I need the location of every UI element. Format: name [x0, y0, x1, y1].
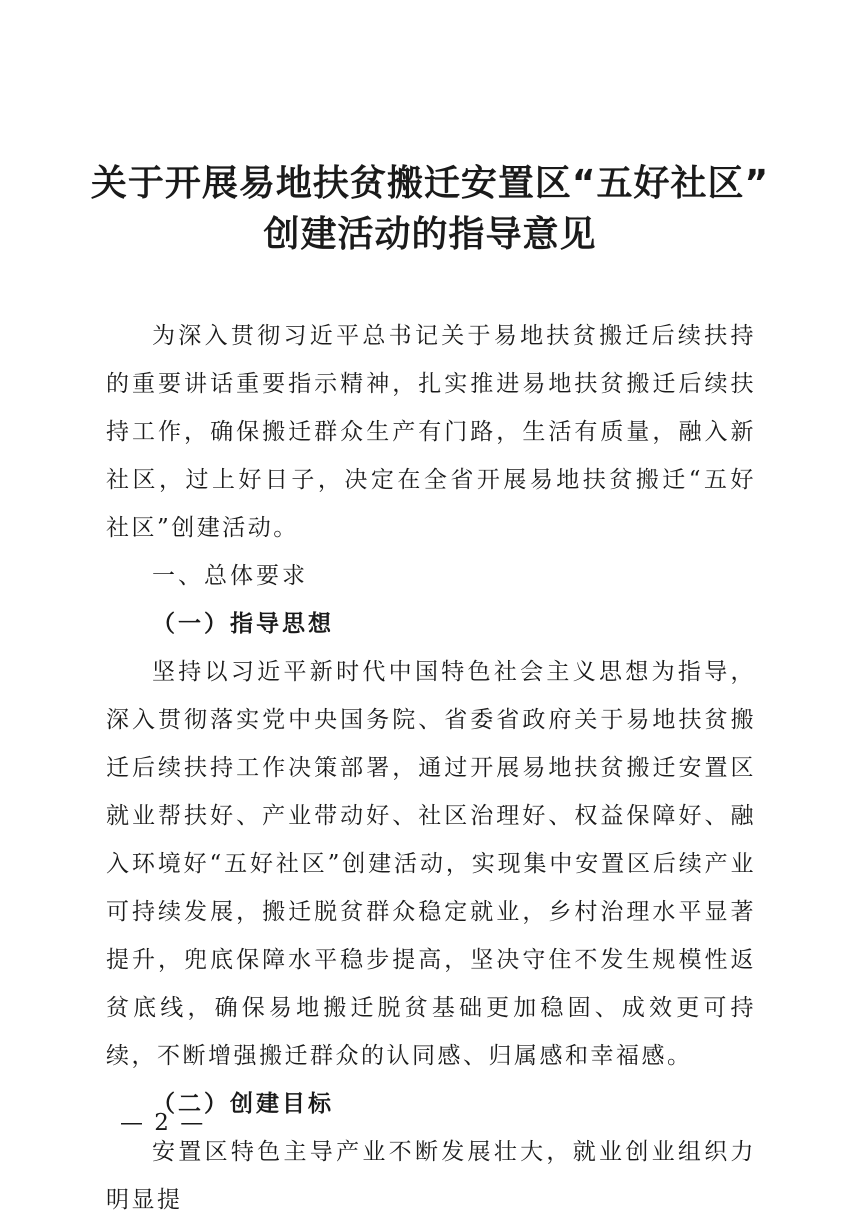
- page-number: — 2 —: [120, 1110, 206, 1136]
- goals-paragraph: 安置区特色主导产业不断发展壮大，就业创业组织力明显提: [106, 1139, 756, 1213]
- intro-paragraph: 为深入贯彻习近平总书记关于易地扶贫搬迁后续扶持的重要讲话重要指示精神，扎实推进易地扶贫搬迁后续扶持工作，确保搬迁群众生产有门路，生活有质量，融入新社区，过上好日子，决定在全省开展易地扶贫搬迁“五好社区”创建活动。: [106, 323, 756, 541]
- document-body: [106, 312, 756, 1224]
- guiding-thought-paragraph: 坚持以习近平新时代中国特色社会主义思想为指导，深入贯彻落实党中央国务院、省委省政府关于易地扶贫搬迁后续扶持工作决策部署，通过开展易地扶贫搬迁安置区就业帮扶好、产业带动好、社区治理好、权益保障好、融入环境好“五好社区”创建活动，实现集中安置区后续产业可持续发展，搬迁脱贫群众稳定就业，乡村治理水平显著提升，兜底保障水平稳步提高，坚决守住不发生规模性返贫底线，确保易地搬迁脱贫基础更加稳固、成效更可持续，不断增强搬迁群众的认同感、归属感和幸福感。: [106, 659, 756, 1069]
- document-title-line-1: 关于开展易地扶贫搬迁安置区“五好社区”: [90, 163, 770, 204]
- subsection-heading-goals: （二）创建目标: [152, 1091, 334, 1117]
- subsection-heading-guiding-thought: （一）指导思想: [152, 611, 334, 637]
- document-title-line-2: 创建活动的指导意见: [263, 214, 597, 255]
- section-heading-general-requirements: 一、总体要求: [152, 563, 308, 589]
